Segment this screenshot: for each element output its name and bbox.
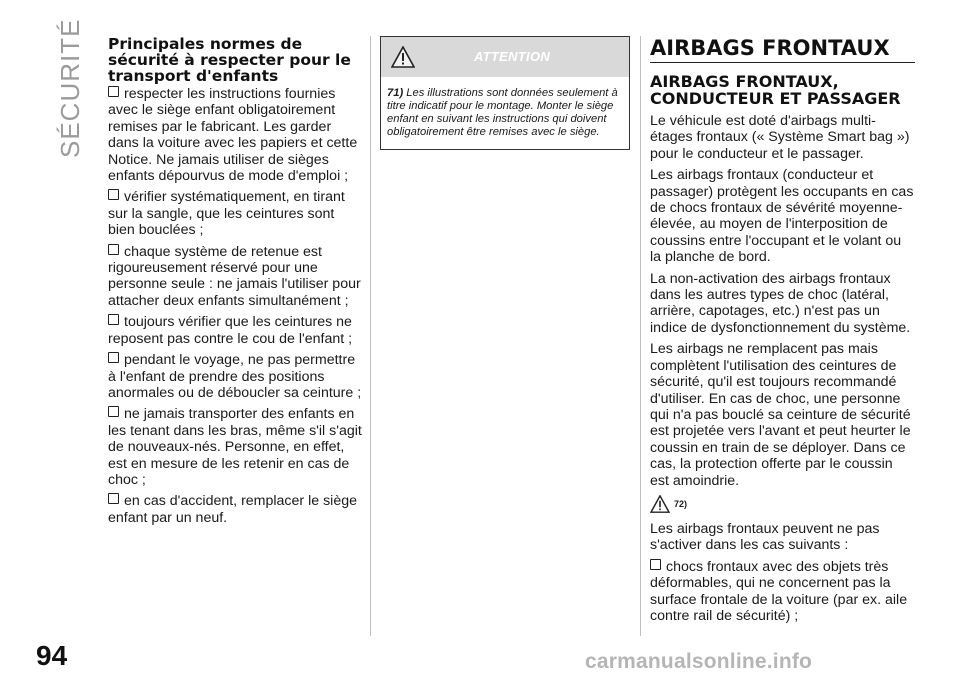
- warning-note-reference: [650, 495, 915, 513]
- checkbox-bullet-icon: [108, 314, 119, 325]
- bullet-item: chocs frontaux avec des objets très déformables, qui ne concernent pas la surface frontale de la voiture (par ex. aile contre rail de sécurité) ;: [650, 558, 908, 624]
- paragraph: Les airbags ne remplacent pas mais complètent l'utilisation des ceintures de sécurité, qu'il est toujours recommandé d'utiliser. En cas de choc, une personne qui n'a pas bouclé sa ceinture de sécurité est projetée vers l'avant et peut heurter le coussin en train de se déployer. Dans ce cas, la protection offerte par le coussin est amoindrie.: [650, 341, 911, 489]
- checkbox-bullet-icon: [108, 244, 119, 255]
- paragraph: Le véhicule est doté d'airbags multi-étages frontaux (« Système Smart bag ») pour le conducteur et le passager.: [650, 113, 910, 162]
- bullet-item: en cas d'accident, remplacer le siège enfant par un neuf.: [108, 493, 357, 526]
- warning-header: [381, 37, 629, 77]
- bullet-item: toujours vérifier que les ceintures ne reposent pas contre le cou de l'enfant ;: [108, 314, 353, 347]
- child-safety-column: [108, 36, 362, 531]
- side-tab-label: SÉCURITÉ: [55, 18, 85, 158]
- bullet-item: ne jamais transporter des enfants en les tenant dans les bras, même s'il s'agit de nouveaux-nés. Personne, en effet, est en mesure de les retenir en cas de choc ;: [108, 406, 362, 488]
- checkbox-bullet-icon: [108, 493, 119, 504]
- column-divider: [370, 36, 371, 636]
- page-number: 94: [36, 640, 68, 671]
- child-safety-heading: Principales normes de sécurité à respecter pour le transport d'enfants: [108, 35, 351, 85]
- front-airbags-subheading: AIRBAGS FRONTAUX, CONDUCTEUR ET PASSAGER: [650, 72, 901, 108]
- bullet-item: chaque système de retenue est rigoureusement réservé pour une personne seule : ne jamais l'utiliser pour attacher deux enfants simultanément ;: [108, 243, 361, 309]
- watermark: carmanualsonline.info: [585, 650, 813, 673]
- bullet-item: vérifier systématiquement, en tirant sur la sangle, que les ceintures sont bien bouclées ;: [108, 189, 345, 239]
- bullet-item: pendant le voyage, ne pas permettre à l'enfant de prendre des positions anormales ou de déboucler sa ceinture ;: [108, 352, 362, 401]
- warning-box: [380, 36, 630, 150]
- checkbox-bullet-icon: [108, 406, 119, 417]
- warning-title: ATTENTION: [473, 49, 551, 64]
- column-divider: [640, 36, 641, 636]
- checkbox-bullet-icon: [108, 189, 119, 200]
- paragraph: Les airbags frontaux peuvent ne pas s'activer dans les cas suivants :: [650, 520, 880, 554]
- bullet-item: respecter les instructions fournies avec le siège enfant obligatoirement remises par le fabricant. Les garder dans la voiture avec les papiers et cette Notice. Ne jamais utiliser de sièges enfants dépourvus de mode d'emploi ;: [108, 86, 358, 185]
- section-side-tab: [50, 18, 90, 160]
- front-airbags-column: [650, 36, 915, 629]
- warning-text: Les illustrations sont données seulement à titre indicatif pour le montage. Monter le siège enfant en suivant les instructions qui doivent obligatoirement être remises avec le siège.: [387, 87, 618, 138]
- checkbox-bullet-icon: [108, 352, 119, 363]
- checkbox-bullet-icon: [650, 559, 661, 570]
- warning-number: 71): [387, 87, 404, 99]
- warning-triangle-icon: [650, 495, 670, 513]
- warning-body: [381, 77, 629, 149]
- paragraph: La non-activation des airbags frontaux dans les autres types de choc (latéral, arrière, capotages, etc.) n'est pas un indice de dysfonctionnement du système.: [650, 270, 911, 336]
- note-ref-number: 72): [674, 498, 688, 509]
- warning-column: [380, 36, 630, 150]
- checkbox-bullet-icon: [108, 86, 119, 97]
- paragraph: Les airbags frontaux (conducteur et passager) protègent les occupants en cas de chocs frontaux de sévérité moyenne-élevée, au moyen de l'interposition de coussins entre l'occupant et le volant ou la planche de bord.: [650, 167, 914, 266]
- front-airbags-heading: AIRBAGS FRONTAUX: [650, 36, 915, 63]
